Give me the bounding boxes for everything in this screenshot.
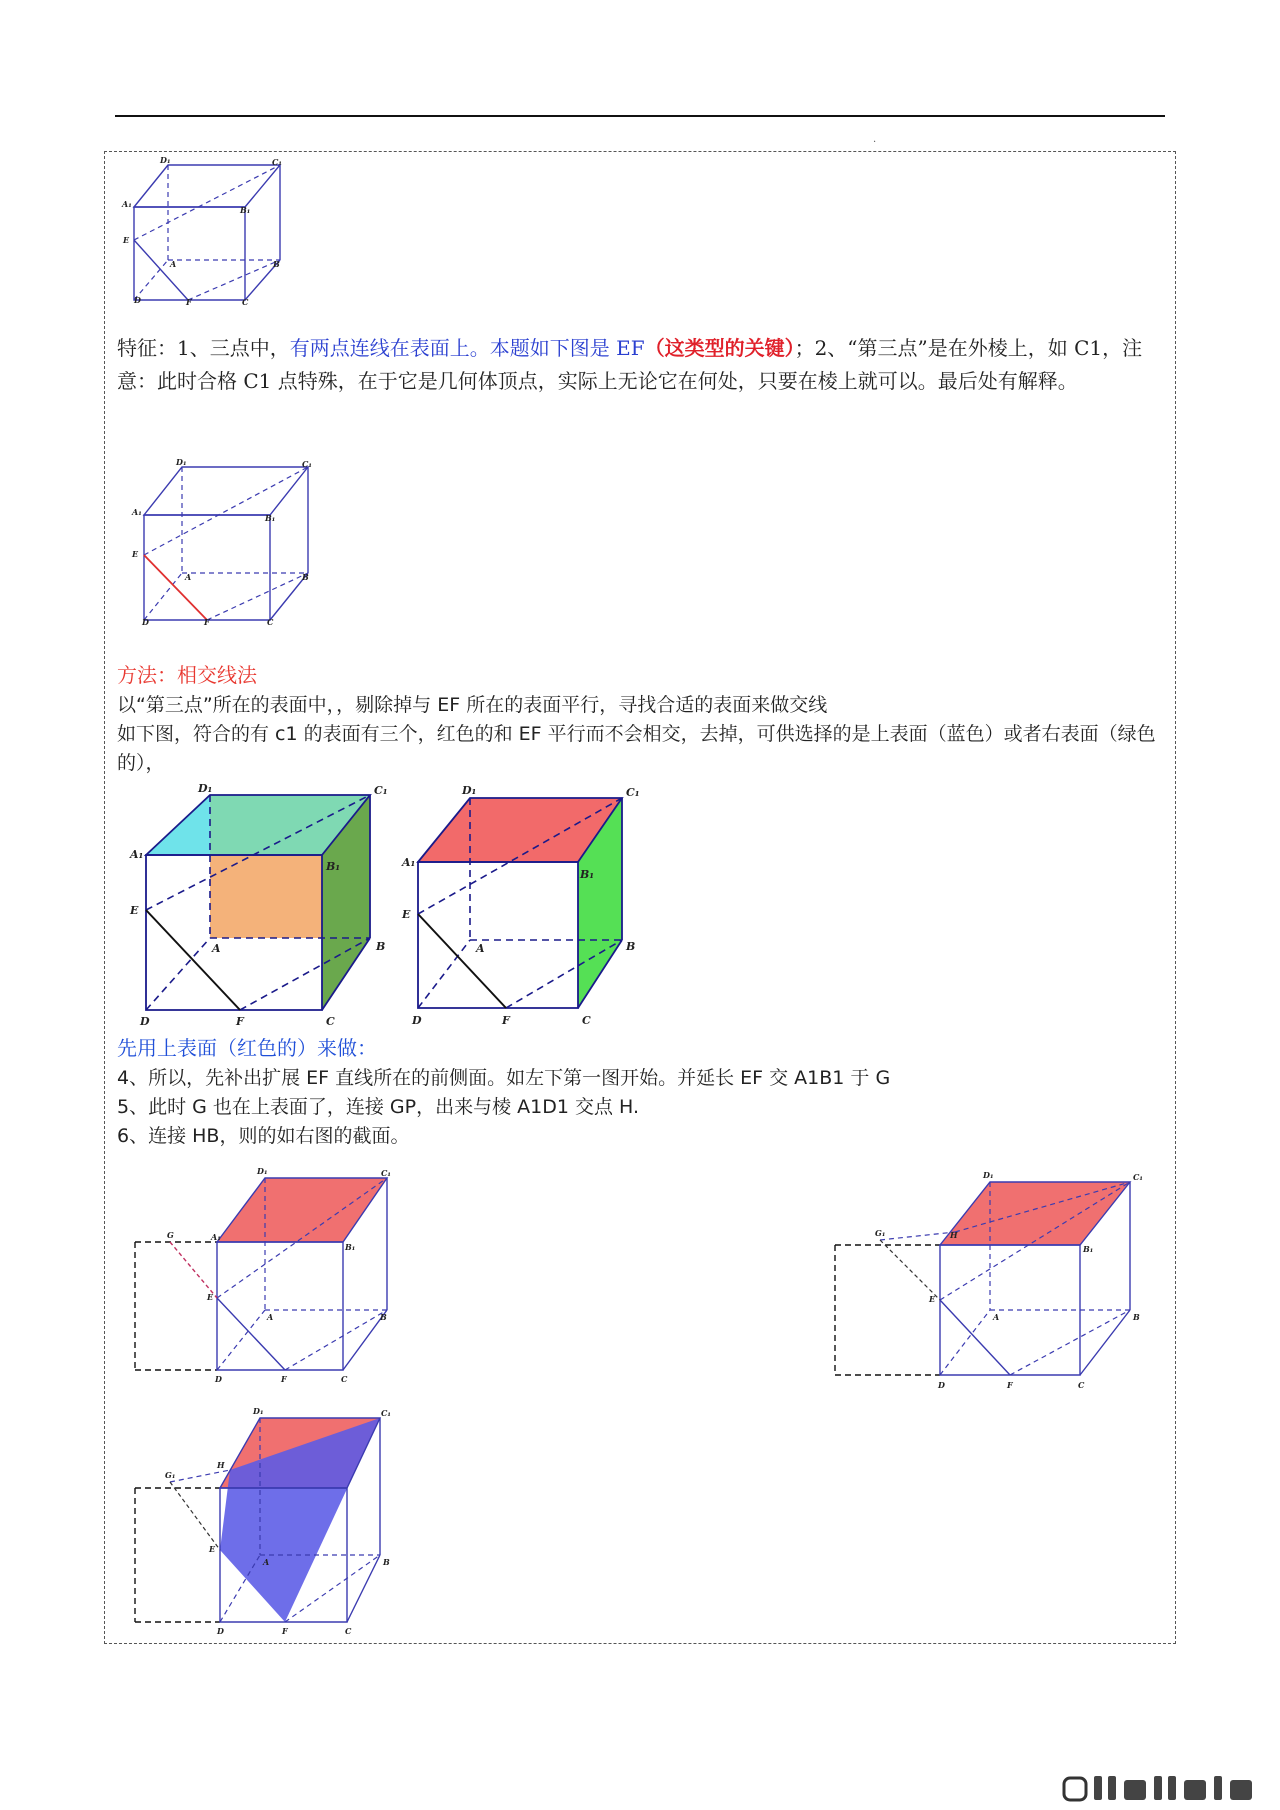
label-f: F xyxy=(204,617,210,627)
feature-suffix: ；2、“第三点”是在外棱上，如 C1，注意：此时合格 C1 点特殊，在于它是几何体顶点，实际上无论它在何处，只要在棱上就可以。最后处有解释。 xyxy=(117,336,1143,393)
cube-figure-4 xyxy=(400,780,660,1030)
label-a: A xyxy=(185,572,192,582)
feature-blue-text: 有两点连线在表面上。本题如下图是 EF xyxy=(289,336,645,360)
label-h: H xyxy=(217,1460,225,1470)
label-b: B xyxy=(383,1557,390,1567)
cube-figure-2 xyxy=(130,455,320,625)
label-c: C xyxy=(1078,1380,1085,1390)
label-d: D xyxy=(938,1380,945,1390)
label-f: F xyxy=(282,1626,288,1636)
label-b1: B₁ xyxy=(240,205,251,215)
label-c: C xyxy=(341,1374,348,1384)
label-a1: A₁ xyxy=(211,1232,221,1242)
label-b1: B₁ xyxy=(1083,1244,1094,1254)
label-b: B xyxy=(626,940,636,953)
step-6: 6、连接 HB，则的如右图的截面。 xyxy=(117,1125,410,1147)
label-d1: D₁ xyxy=(462,784,477,797)
label-b1: B₁ xyxy=(265,513,276,523)
label-b1: B₁ xyxy=(326,860,341,873)
label-d: D xyxy=(215,1374,222,1384)
label-c1: C₁ xyxy=(302,459,312,469)
label-b: B xyxy=(273,259,280,269)
method-line-2: 如下图，符合的有 c1 的表面有三个，红色的和 EF 平行而不会相交，去掉，可供选择的是上表面（蓝色）或者右表面（绿色的）， xyxy=(117,723,1156,774)
label-e: E xyxy=(207,1292,214,1302)
label-e: E xyxy=(209,1544,216,1554)
label-f: F xyxy=(186,297,192,307)
label-b: B xyxy=(380,1312,387,1322)
feature-red-text: （这类型的关键） xyxy=(644,336,795,360)
label-a1: A₁ xyxy=(132,507,142,517)
label-b: B xyxy=(376,940,386,953)
label-e: E xyxy=(929,1294,936,1304)
label-c: C xyxy=(582,1014,591,1027)
header-dot: . xyxy=(873,134,877,145)
watermark-logo xyxy=(1062,1772,1262,1804)
cube-figure-1 xyxy=(120,155,290,305)
label-a: A xyxy=(263,1557,270,1567)
cube-figure-7 xyxy=(125,1400,415,1636)
label-g: G xyxy=(167,1230,174,1240)
label-d1: D₁ xyxy=(176,457,187,467)
label-c1: C₁ xyxy=(374,784,388,797)
label-b: B xyxy=(302,572,309,582)
label-f: F xyxy=(502,1014,510,1027)
label-e: E xyxy=(132,549,139,559)
label-c1: C₁ xyxy=(272,157,282,167)
cube-figure-5 xyxy=(125,1160,405,1400)
label-gs: G₁ xyxy=(165,1470,176,1480)
label-c1: C₁ xyxy=(381,1408,391,1418)
method-heading: 方法：相交线法 xyxy=(117,663,257,687)
step-5: 5、此时 G 也在上表面了，连接 GP，出来与棱 A1D1 交点 H. xyxy=(117,1096,640,1118)
label-a1: A₁ xyxy=(402,856,416,869)
label-b1: B₁ xyxy=(580,868,595,881)
label-b1: B₁ xyxy=(345,1242,356,1252)
feature-prefix: 特征：1、三点中， xyxy=(117,336,290,360)
label-d: D xyxy=(142,617,149,627)
feature-paragraph xyxy=(117,332,1167,398)
label-e: E xyxy=(123,235,130,245)
label-d: D xyxy=(140,1015,150,1028)
label-d1: D₁ xyxy=(983,1170,994,1180)
label-f: F xyxy=(281,1374,287,1384)
label-a: A xyxy=(993,1312,1000,1322)
label-e: E xyxy=(130,904,139,917)
label-c: C xyxy=(267,617,274,627)
label-a: A xyxy=(212,942,221,955)
step-4: 4、所以，先补出扩展 EF 直线所在的前侧面。如左下第一图开始。并延长 EF 交 A1B1 于 G xyxy=(117,1067,891,1089)
label-a1: A₁ xyxy=(122,199,132,209)
label-d1: D₁ xyxy=(160,155,171,165)
label-d: D xyxy=(134,295,141,305)
label-a1: A₁ xyxy=(130,848,144,861)
label-d1: D₁ xyxy=(198,782,213,795)
label-d: D xyxy=(217,1626,224,1636)
label-c1: C₁ xyxy=(1133,1172,1143,1182)
label-h: H xyxy=(950,1230,958,1240)
cube-figure-3 xyxy=(130,780,400,1030)
label-a: A xyxy=(170,259,177,269)
label-d1: D₁ xyxy=(253,1406,264,1416)
header-rule xyxy=(115,115,1165,117)
label-c: C xyxy=(242,297,249,307)
label-f: F xyxy=(1007,1380,1013,1390)
label-c: C xyxy=(345,1626,352,1636)
label-gs: G₁ xyxy=(875,1228,886,1238)
label-a: A xyxy=(476,942,485,955)
steps-heading: 先用上表面（红色的）来做： xyxy=(117,1036,377,1060)
label-f: F xyxy=(236,1015,244,1028)
label-e: E xyxy=(402,908,411,921)
label-c1: C₁ xyxy=(381,1168,391,1178)
label-d: D xyxy=(412,1014,422,1027)
method-line-1: 以“第三点”所在的表面中，，剔除掉与 EF 所在的表面平行，寻找合适的表面来做交线 xyxy=(117,694,828,716)
cube-figure-6 xyxy=(825,1160,1155,1400)
label-b: B xyxy=(1133,1312,1140,1322)
label-c: C xyxy=(326,1015,335,1028)
label-c1: C₁ xyxy=(626,786,640,799)
label-a: A xyxy=(267,1312,274,1322)
label-d1: D₁ xyxy=(257,1166,268,1176)
